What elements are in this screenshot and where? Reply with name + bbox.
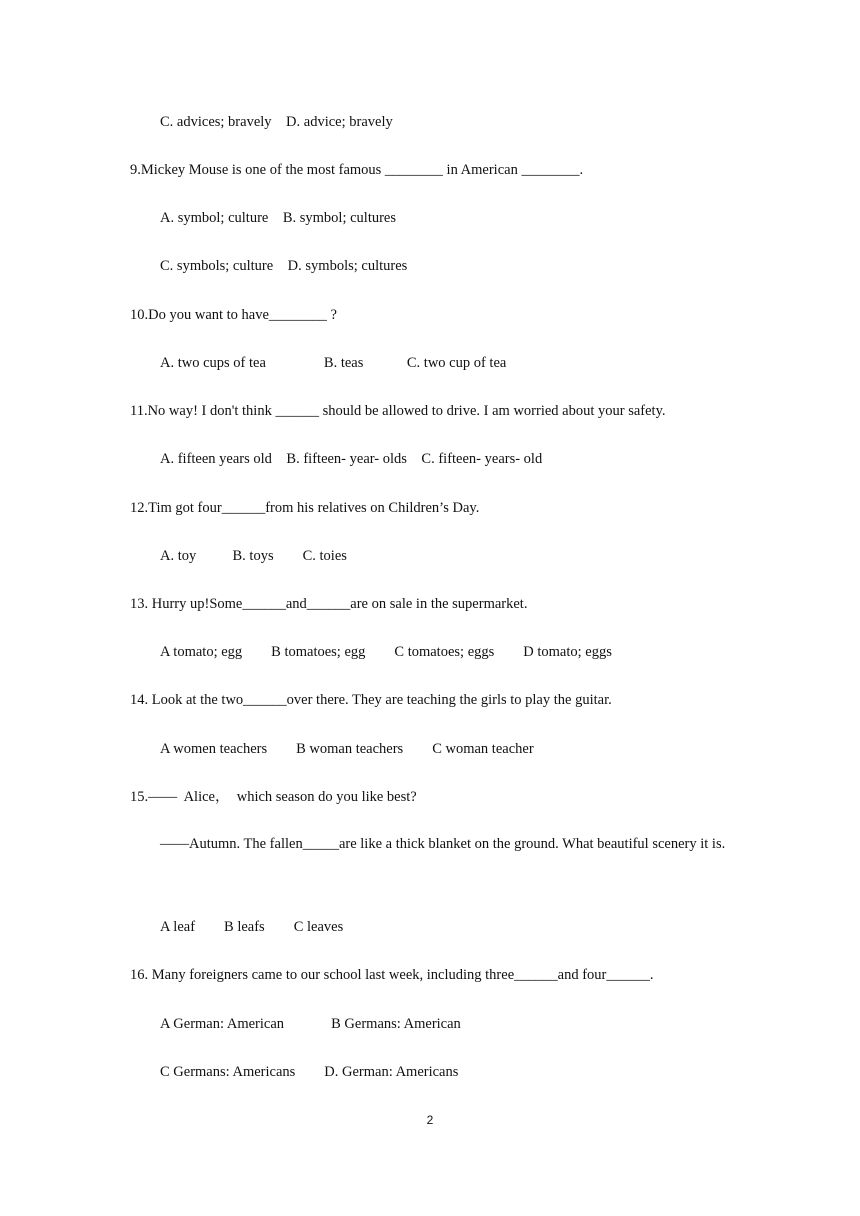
option-line-q15: A leaf B leafs C leaves <box>160 919 344 935</box>
question-12: 12.Tim got four______from his relatives on Children’s Day. <box>130 500 480 516</box>
answer-line-q15: ——Autumn. The fallen_____are like a thick blanket on the ground. What beautiful scenery it is. <box>160 836 726 852</box>
question-11: 11.No way! I don't think ______ should be allowed to drive. I am worried about your safety. <box>130 403 666 419</box>
question-10: 10.Do you want to have________ ? <box>130 307 337 323</box>
option-line-q16-cd: C Germans: Americans D. German: Americans <box>160 1064 459 1080</box>
question-13: 13. Hurry up!Some______and______are on sale in the supermarket. <box>130 596 528 612</box>
option-line-q9-ab: A. symbol; culture B. symbol; cultures <box>160 210 397 226</box>
option-line-q11: A. fifteen years old B. fifteen- year- olds C. fifteen- years- old <box>160 451 543 467</box>
question-14: 14. Look at the two______over there. They are teaching the girls to play the guitar. <box>130 692 612 708</box>
option-line-q14: A women teachers B woman teachers C woman teacher <box>160 741 534 757</box>
question-16: 16. Many foreigners came to our school last week, including three______and four______. <box>130 967 654 983</box>
option-line-q10: A. two cups of tea B. teas C. two cup of tea <box>160 355 507 371</box>
question-15: 15.—— Alice， which season do you like best? <box>130 789 417 805</box>
option-line-q9-cd: C. symbols; culture D. symbols; cultures <box>160 258 408 274</box>
option-line-q16-ab: A German: American B Germans: American <box>160 1016 461 1032</box>
option-line-q13: A tomato; egg B tomatoes; egg C tomatoes; eggs D tomato; eggs <box>160 644 612 660</box>
page-number: 2 <box>426 1113 434 1127</box>
option-line-q12: A. toy B. toys C. toies <box>160 548 347 564</box>
option-line-q8-cd: C. advices; bravely D. advice; bravely <box>160 114 393 130</box>
question-9: 9.Mickey Mouse is one of the most famous ________ in American ________. <box>130 162 584 178</box>
